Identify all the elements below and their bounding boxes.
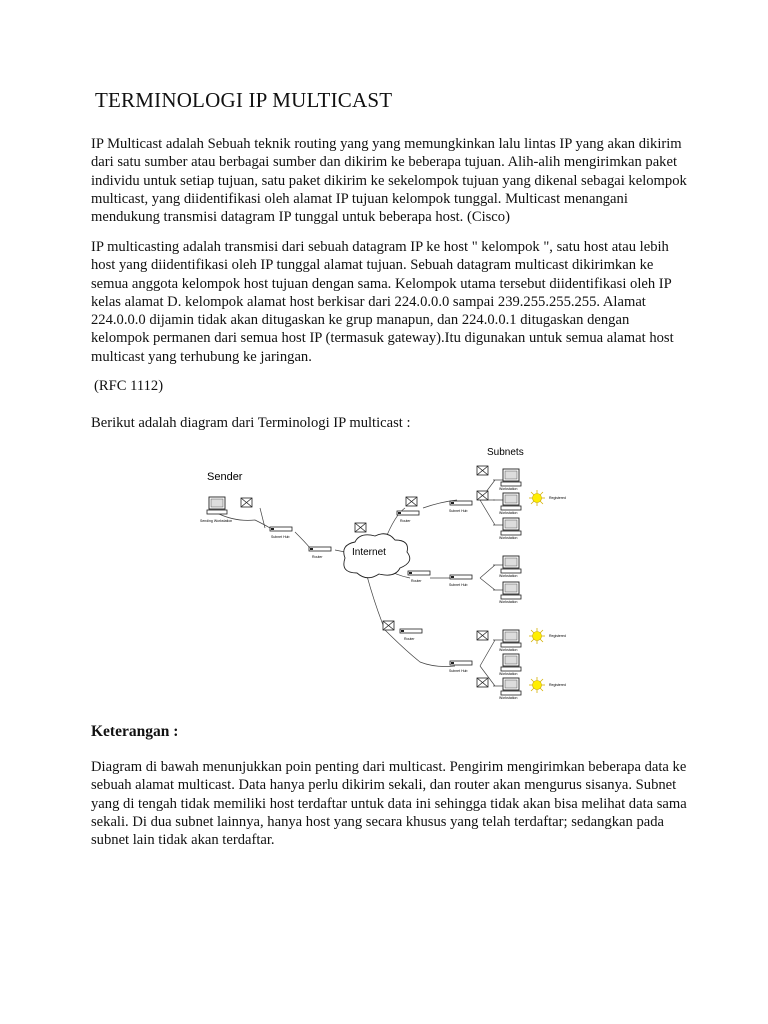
registered-sun-icon xyxy=(529,677,545,693)
paragraph-ip-multicast-definition: IP Multicast adalah Sebuah teknik routing yang yang memungkinkan lalu lintas IP yang akan dikirim dari satu sumber atau berbagai sumber dan dikirim ke beberapa tujuan. Alih-alih mengirimkan paket individu untuk setiap tujuan, satu paket dikirim ke sekelompok tujuan yang dikenal sebagai kelompok multicast, yang diidentifikasi oleh alamat IP tujuan kelompok tunggal. Multicast menangani mendukung transmisi datagram IP tunggal untuk beberapa host. (Cisco) xyxy=(91,136,687,226)
envelope-icon xyxy=(383,621,394,630)
workstation-icon xyxy=(501,493,521,510)
bottom-subnet-hub-label: Subnet Hub xyxy=(449,669,468,673)
page-title: TERMINOLOGI IP MULTICAST xyxy=(95,88,393,112)
top-router-label: Router xyxy=(400,519,411,523)
keterangan-heading: Keterangan : xyxy=(91,723,179,740)
subnets-label: Subnets xyxy=(487,447,524,458)
registered-label: Registered xyxy=(549,683,566,687)
middle-subnet-hub-label: Subnet Hub xyxy=(449,583,468,587)
top-subnet-hub-label: Subnet Hub xyxy=(449,509,468,513)
registered-label: Registered xyxy=(549,496,566,500)
envelope-icon xyxy=(355,523,366,532)
paragraph-keterangan: Diagram di bawah menunjukkan poin penting dari multicast. Pengirim mengirimkan beberapa data ke sebuah alamat multicast. Data hanya perlu dikirim sekali, dan router akan mengurus sisanya. Subnet yang di tengah tidak memiliki host terdaftar untuk data ini sehingga tidak akan bisa melihat data sama sekali. Di dua subnet lainnya, hanya host yang secara khusus yang telah terdaftar; sedangkan pada subnet lain tidak akan terdaftar. xyxy=(91,759,687,849)
workstation-label: Workstation xyxy=(499,511,518,515)
envelope-icon xyxy=(477,491,488,500)
workstation-label: Workstation xyxy=(499,648,518,652)
envelope-icon xyxy=(241,498,252,507)
workstation-label: Workstation xyxy=(499,536,518,540)
subnet-hub-icon xyxy=(450,575,472,579)
paragraph-ip-multicasting-rfc: IP multicasting adalah transmisi dari sebuah datagram IP ke host " kelompok ", satu host atau lebih host yang diidentifikasi oleh IP tunggal alamat tujuan. Sebuah datagram multicast dikirimkan ke semua anggota kelompok host tujuan dengan sama. Kelompok utama tersebut diidentifikasi oleh IP kelas alamat D. kelompok alamat host berkisar dari 224.0.0.0 sampai 239.255.255.255. Alamat 224.0.0.0 dijamin tidak akan ditugaskan ke grup manapun, dan 224.0.0.1 ditugaskan dengan kelompok permanen dari semua host IP (termasuk gateway).Itu digunakan untuk semua alamat host multicast yang terhubung ke jaringan. xyxy=(91,239,674,365)
envelope-icon xyxy=(477,631,488,640)
sending-workstation-label: Sending Workstation xyxy=(200,519,233,523)
workstation-label: Workstation xyxy=(499,696,518,700)
workstation-label: Workstation xyxy=(499,574,518,578)
paragraph-rfc-reference: (RFC 1112) xyxy=(94,378,164,394)
workstation-icon xyxy=(501,518,521,535)
workstation-icon xyxy=(501,556,521,573)
registered-sun-icon xyxy=(529,490,545,506)
paragraph-diagram-intro: Berikut adalah diagram dari Terminologi IP multicast : xyxy=(91,415,411,431)
sending-workstation-icon xyxy=(207,497,227,514)
workstation-icon xyxy=(501,469,521,486)
workstation-label: Workstation xyxy=(499,487,518,491)
bottom-router-label: Router xyxy=(404,637,415,641)
router-icon xyxy=(400,629,422,633)
sender-label: Sender xyxy=(207,471,243,483)
router-icon xyxy=(309,547,331,551)
subnet-hub-icon xyxy=(450,501,472,505)
middle-router-label: Router xyxy=(411,579,422,583)
sender-subnet-hub-label: Subnet Hub xyxy=(271,535,290,539)
internet-label: Internet xyxy=(352,547,386,558)
workstation-icon xyxy=(501,654,521,671)
router-icon xyxy=(408,571,430,575)
workstation-icon xyxy=(501,582,521,599)
registered-sun-icon xyxy=(529,628,545,644)
workstation-icon xyxy=(501,678,521,695)
subnet-hub-icon xyxy=(450,661,472,665)
workstation-label: Workstation xyxy=(499,600,518,604)
multicast-network-diagram xyxy=(195,440,595,715)
registered-label: Registered xyxy=(549,634,566,638)
sender-router-label: Router xyxy=(312,555,323,559)
workstation-label: Workstation xyxy=(499,672,518,676)
subnet-hub-icon xyxy=(270,527,292,531)
router-icon xyxy=(397,511,419,515)
workstation-icon xyxy=(501,630,521,647)
envelope-icon xyxy=(406,497,417,506)
envelope-icon xyxy=(477,678,488,687)
envelope-icon xyxy=(477,466,488,475)
